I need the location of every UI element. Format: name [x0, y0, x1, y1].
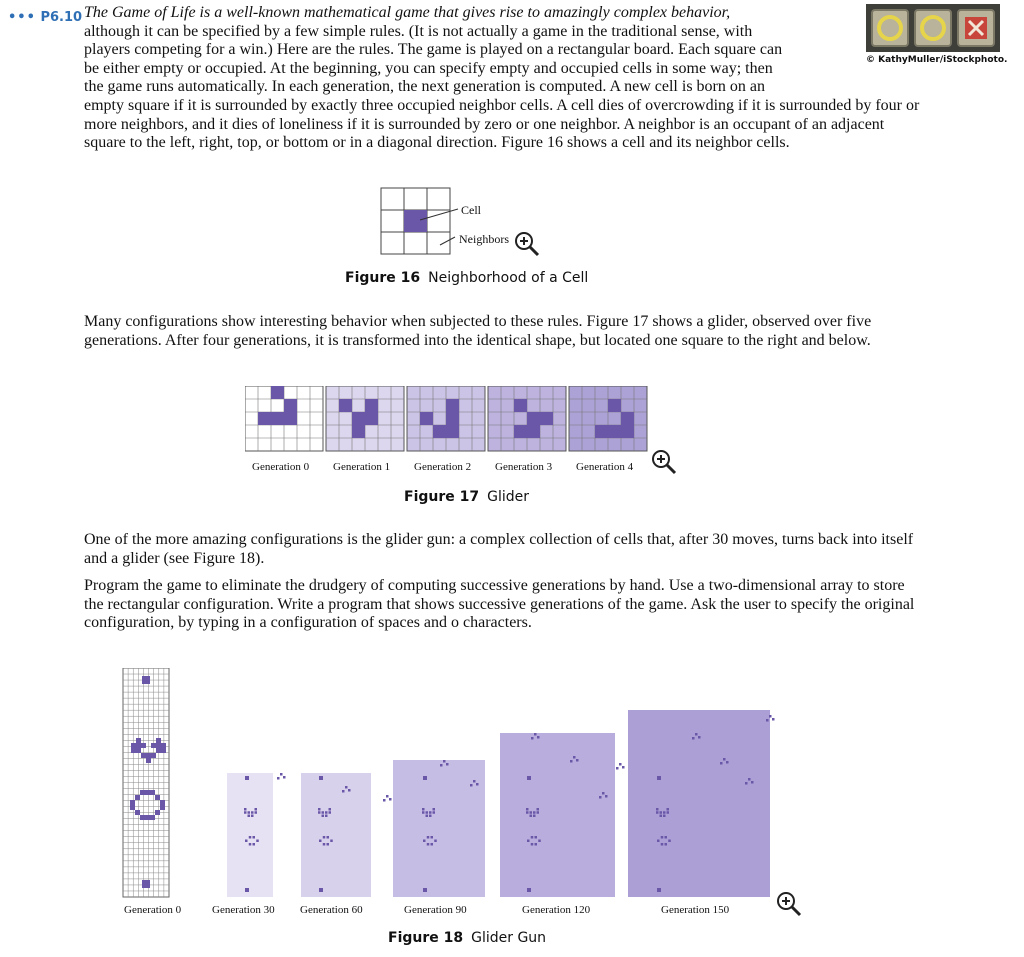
problem-paragraph-rules — [84, 4, 919, 153]
live-cell — [526, 811, 529, 814]
cell-label: Cell — [461, 203, 481, 217]
live-cell — [420, 412, 433, 425]
live-cell — [244, 811, 247, 814]
live-cell — [695, 733, 698, 736]
live-cell — [660, 815, 663, 818]
live-cell — [667, 808, 670, 811]
generation-label: Generation 120 — [522, 904, 591, 916]
text-line: Many configurations show interesting behavior when subjected to these rules. Figure 17 shows a glider, observed over five — [84, 313, 872, 330]
live-cell — [156, 738, 161, 743]
live-cell — [434, 840, 437, 843]
text-line — [84, 4, 919, 23]
live-cell — [663, 811, 666, 814]
live-cell — [150, 790, 155, 795]
live-cell — [155, 795, 160, 800]
text-line: the rectangular configuration. Write a program that shows successive generations of the game. Ask the user to specify the original — [84, 595, 915, 613]
live-cell — [245, 888, 249, 892]
live-cell — [249, 836, 252, 839]
text-line: square to the left, right, top, or bottom or in a diagonal direction. Figure 16 shows a cell and its neighbor cells. — [84, 134, 790, 152]
live-cell — [136, 743, 141, 748]
live-cell — [531, 737, 534, 740]
live-cell — [537, 808, 540, 811]
live-cell — [131, 743, 136, 748]
live-cell — [352, 425, 365, 438]
live-cell — [470, 784, 473, 787]
live-cell — [473, 780, 476, 783]
live-cell — [248, 815, 251, 818]
live-cell — [283, 776, 286, 779]
live-cell — [151, 743, 156, 748]
figure17-title: Glider — [487, 489, 529, 505]
live-cell — [431, 836, 434, 839]
live-cell — [537, 811, 540, 814]
live-cell — [660, 811, 663, 814]
problem-dots: ••• — [8, 10, 36, 25]
live-cell — [345, 786, 348, 789]
live-cell — [348, 789, 351, 792]
live-cell — [318, 808, 321, 811]
text-line: Program the game to eliminate the drudgery of computing successive generations by hand. Use a two-dimensional array to store — [84, 577, 905, 594]
text-line: One of the more amazing configurations is the glider gun: a complex collection of cells that, after 30 moves, turns back into itself — [84, 531, 914, 548]
live-cell — [656, 811, 659, 814]
live-cell — [446, 412, 459, 425]
live-cell — [352, 412, 365, 425]
live-cell — [668, 840, 671, 843]
live-cell — [748, 778, 751, 781]
live-cell — [665, 836, 668, 839]
live-cell — [150, 815, 155, 820]
live-cell — [136, 748, 141, 753]
figure16-title: Neighborhood of a Cell — [428, 270, 589, 286]
generation-label: Generation 0 — [124, 904, 182, 916]
live-cell — [329, 808, 332, 811]
live-cell — [319, 840, 322, 843]
live-cell — [145, 815, 150, 820]
live-cell — [327, 843, 330, 846]
live-cell — [155, 810, 160, 815]
live-cell — [142, 880, 150, 888]
live-cell — [723, 758, 726, 761]
live-cell — [146, 758, 151, 763]
live-cell — [433, 425, 446, 438]
program-instructions-paragraph — [84, 577, 914, 633]
live-cell — [322, 815, 325, 818]
generation-label: Generation 1 — [333, 461, 391, 473]
game-board-photo-art — [866, 4, 1000, 52]
live-cell — [422, 811, 425, 814]
live-cell — [251, 815, 254, 818]
live-cell — [657, 840, 660, 843]
live-cell — [527, 888, 531, 892]
text-line: generations. After four generations, it is transformed into the identical shape, but located one square to the right and below. — [84, 331, 871, 349]
live-cell — [476, 783, 479, 786]
live-cell — [277, 777, 280, 780]
text-line-0: The Game of Life is a well-known mathematical game that gives rise to amazingly complex behavior, — [84, 4, 731, 21]
live-cell — [280, 773, 283, 776]
live-cell — [256, 840, 259, 843]
live-cell — [131, 748, 136, 753]
live-cell — [284, 399, 297, 412]
live-cell — [427, 843, 430, 846]
live-cell — [527, 412, 540, 425]
live-cell — [253, 836, 256, 839]
live-cell — [423, 840, 426, 843]
live-cell — [423, 888, 427, 892]
glider-paragraph — [84, 313, 871, 350]
text-line: the game runs automatically. In each generation, the next generation is computed. A new cell is born on an — [84, 78, 765, 96]
live-cell — [527, 840, 530, 843]
live-cell — [663, 815, 666, 818]
live-cell — [692, 737, 695, 740]
live-cell — [422, 808, 425, 811]
generation-label: Generation 0 — [252, 461, 310, 473]
live-cell — [323, 843, 326, 846]
live-cell — [527, 425, 540, 438]
live-cell — [318, 811, 321, 814]
zoom-icon[interactable] — [776, 891, 802, 917]
live-cell — [140, 815, 145, 820]
live-cell — [245, 776, 249, 780]
live-cell — [602, 792, 605, 795]
live-cell — [146, 753, 151, 758]
zoom-icon[interactable] — [514, 231, 540, 257]
live-cell — [573, 756, 576, 759]
live-cell — [608, 425, 621, 438]
live-cell — [342, 790, 345, 793]
live-cell — [657, 888, 661, 892]
live-cell — [514, 425, 527, 438]
live-cell — [141, 753, 146, 758]
text-line: players competing for a win.) Here are the rules. The game is played on a rectangular board. Each square can — [84, 41, 783, 59]
live-cell — [745, 782, 748, 785]
live-cell — [661, 836, 664, 839]
live-cell — [576, 759, 579, 762]
glider-gun-paragraph — [84, 531, 913, 568]
live-cell — [329, 811, 332, 814]
figure18-label: Figure 18 — [388, 930, 464, 946]
live-cell — [426, 811, 429, 814]
live-cell — [130, 805, 135, 810]
gun-panel-gen-90 — [393, 760, 485, 897]
live-cell — [251, 811, 254, 814]
live-cell — [330, 840, 333, 843]
live-cell — [665, 843, 668, 846]
live-cell — [443, 760, 446, 763]
live-cell — [161, 748, 166, 753]
live-cell — [258, 412, 271, 425]
text-line: and a glider (see Figure 18). — [84, 549, 265, 567]
live-cell — [284, 412, 297, 425]
generation-label: Generation 30 — [212, 904, 275, 916]
game-board-photo — [866, 4, 1000, 52]
live-cell — [142, 676, 150, 684]
glider-gun-sequence — [120, 668, 780, 900]
live-cell — [323, 836, 326, 839]
live-cell — [135, 810, 140, 815]
generation-label: Generation 90 — [404, 904, 467, 916]
live-cell — [249, 843, 252, 846]
text-line: empty square if it is surrounded by exactly three occupied neighbor cells. A cell dies of overcrowding if it is surrounded by four or — [84, 96, 920, 114]
live-cell — [514, 399, 527, 412]
live-cell — [365, 399, 378, 412]
figure17-caption — [404, 489, 529, 505]
live-cell — [526, 808, 529, 811]
live-cell — [253, 843, 256, 846]
text-line: more neighbors, and it dies of loneliness if it is surrounded by zero or one neighbor. A neighbor is an occupant of an adjacent — [84, 115, 885, 133]
text-line: although it can be specified by a few simple rules. (It is not actually a game in the traditional sense, with — [84, 22, 753, 40]
live-cell — [365, 412, 378, 425]
live-cell — [570, 760, 573, 763]
figure16-label: Figure 16 — [345, 270, 421, 286]
live-cell — [751, 781, 754, 784]
live-cell — [605, 795, 608, 798]
live-cell — [772, 718, 775, 721]
figure16-caption — [345, 270, 588, 286]
live-cell — [319, 888, 323, 892]
live-cell — [429, 815, 432, 818]
problem-number — [8, 10, 82, 25]
live-cell — [531, 843, 534, 846]
live-cell — [538, 840, 541, 843]
generation-label: Generation 4 — [576, 461, 634, 473]
live-cell — [322, 811, 325, 814]
live-cell — [151, 753, 156, 758]
live-cell — [766, 719, 769, 722]
live-cell — [698, 736, 701, 739]
live-cell — [534, 733, 537, 736]
live-cell — [530, 811, 533, 814]
glider-panels — [245, 386, 655, 457]
live-cell — [446, 399, 459, 412]
live-cell — [621, 425, 634, 438]
live-cell — [530, 815, 533, 818]
figure18-title: Glider Gun — [471, 930, 547, 946]
live-cell — [248, 811, 251, 814]
live-cell — [446, 425, 459, 438]
generation-label: Generation 2 — [414, 461, 472, 473]
live-cell — [599, 796, 602, 799]
live-cell — [595, 425, 608, 438]
glider-sequence — [245, 386, 655, 452]
live-cell — [726, 761, 729, 764]
live-cell — [431, 843, 434, 846]
figure18-caption — [388, 930, 546, 946]
figure17-label: Figure 17 — [404, 489, 480, 505]
live-cell — [319, 776, 323, 780]
live-cell — [386, 795, 389, 798]
live-cell — [161, 743, 166, 748]
live-cell — [160, 800, 165, 805]
live-cell — [608, 399, 621, 412]
live-cell — [535, 843, 538, 846]
live-cell — [433, 808, 436, 811]
gun-panel-gen-30 — [227, 773, 273, 897]
live-cell — [156, 743, 161, 748]
live-cell — [661, 843, 664, 846]
live-cell — [383, 799, 386, 802]
live-cell — [433, 811, 436, 814]
gun-panel-gen-60 — [301, 773, 371, 897]
live-cell — [426, 815, 429, 818]
live-cell — [135, 795, 140, 800]
live-cell — [619, 763, 622, 766]
live-cell — [535, 836, 538, 839]
generation-label: Generation 60 — [300, 904, 363, 916]
live-cell — [130, 800, 135, 805]
live-cell — [533, 811, 536, 814]
live-cell — [141, 743, 146, 748]
neighbors-label: Neighbors — [459, 232, 509, 246]
live-cell — [327, 836, 330, 839]
live-cell — [446, 763, 449, 766]
live-cell — [440, 764, 443, 767]
live-cell — [255, 811, 258, 814]
live-cell — [140, 790, 145, 795]
live-cell — [339, 399, 352, 412]
live-cell — [271, 412, 284, 425]
live-cell — [769, 715, 772, 718]
live-cell — [325, 811, 328, 814]
live-cell — [255, 808, 258, 811]
live-cell — [145, 790, 150, 795]
live-cell — [616, 767, 619, 770]
live-cell — [389, 798, 392, 801]
text-line: configuration, by typing in a configuration of spaces and o characters. — [84, 614, 532, 632]
live-cell — [531, 836, 534, 839]
gun-panel-gen-120 — [500, 733, 615, 897]
problem-number-text: P6.10 — [40, 10, 83, 25]
live-cell — [720, 762, 723, 765]
zoom-icon[interactable] — [651, 449, 677, 475]
live-cell — [427, 836, 430, 839]
photo-credit: © KathyMuller/iStockphoto. — [866, 55, 1008, 65]
live-cell — [667, 811, 670, 814]
live-cell — [244, 808, 247, 811]
live-cell — [429, 811, 432, 814]
live-cell — [527, 776, 531, 780]
live-cell — [271, 386, 284, 399]
live-cell — [136, 738, 141, 743]
live-cell — [325, 815, 328, 818]
live-cell — [656, 808, 659, 811]
live-cell — [160, 805, 165, 810]
glider-gun-panels — [120, 668, 780, 905]
live-cell — [622, 766, 625, 769]
generation-label: Generation 150 — [661, 904, 730, 916]
live-cell — [540, 412, 553, 425]
live-cell — [156, 748, 161, 753]
live-cell — [537, 736, 540, 739]
live-cell — [621, 412, 634, 425]
live-cell — [533, 815, 536, 818]
text-line: be either empty or occupied. At the beginning, you can specify empty and occupied cells in some way; then — [84, 59, 773, 77]
generation-label: Generation 3 — [495, 461, 553, 473]
live-cell — [423, 776, 427, 780]
live-cell — [245, 840, 248, 843]
live-cell — [657, 776, 661, 780]
cell-highlight — [404, 210, 427, 232]
